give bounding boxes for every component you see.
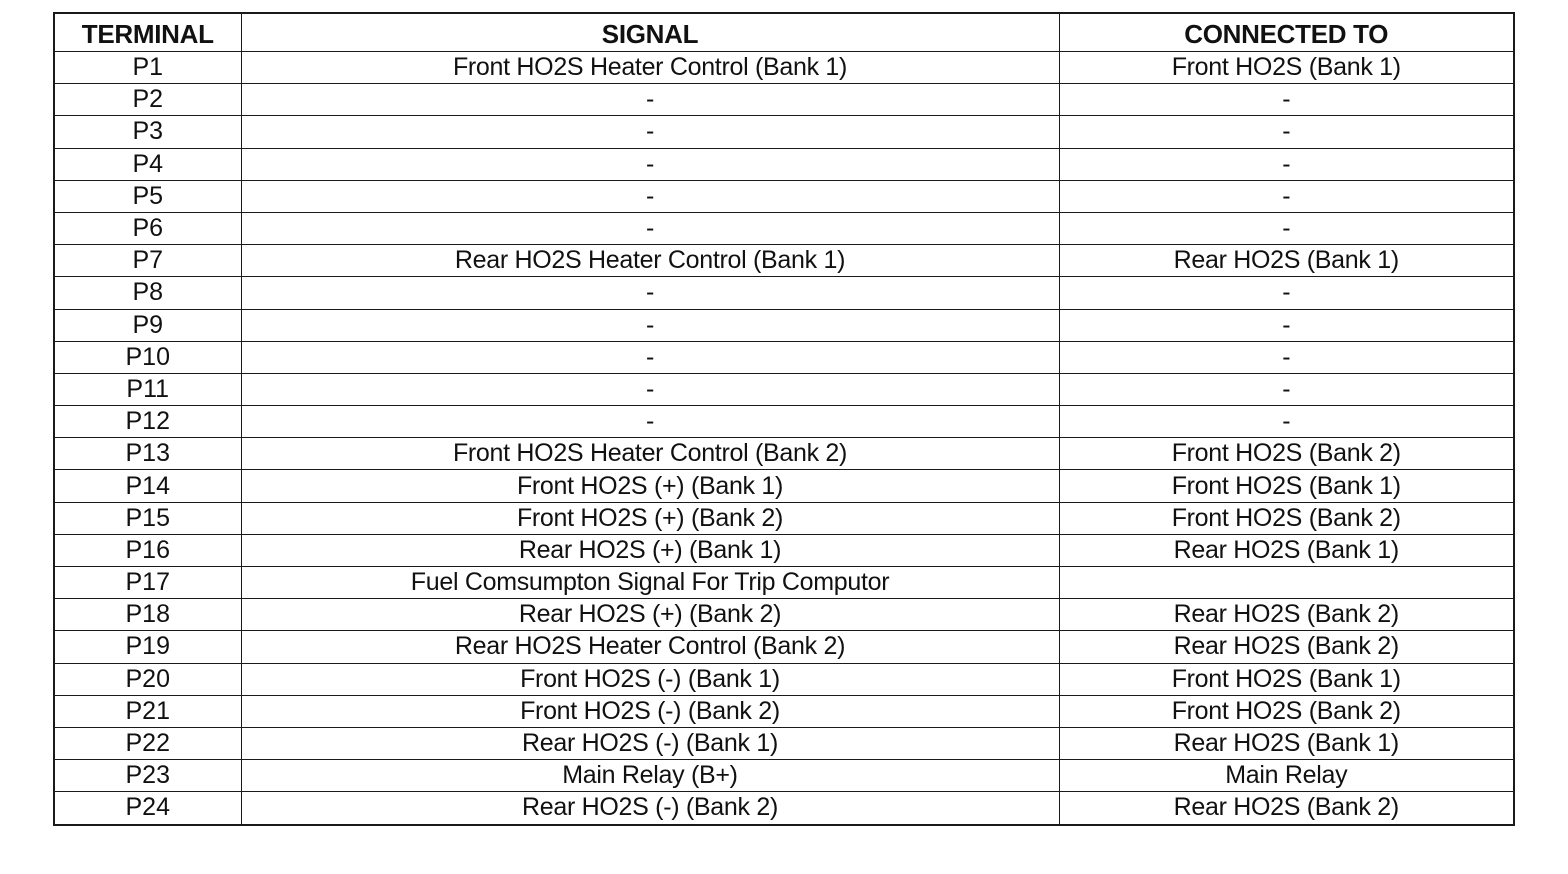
- terminal-table-container: [53, 12, 1513, 826]
- cell-connected-to: -: [1059, 148, 1514, 180]
- table-row: [54, 341, 1514, 373]
- cell-signal: Rear HO2S (-) (Bank 2): [241, 792, 1059, 825]
- cell-signal: -: [241, 116, 1059, 148]
- cell-terminal: P2: [54, 84, 241, 116]
- cell-connected-to: Front HO2S (Bank 1): [1059, 52, 1514, 84]
- table-row: [54, 727, 1514, 759]
- cell-connected-to: Front HO2S (Bank 1): [1059, 663, 1514, 695]
- cell-signal: Front HO2S Heater Control (Bank 1): [241, 52, 1059, 84]
- cell-terminal: P8: [54, 277, 241, 309]
- cell-signal: Fuel Comsumpton Signal For Trip Computor: [241, 567, 1059, 599]
- cell-terminal: P7: [54, 245, 241, 277]
- cell-connected-to: -: [1059, 373, 1514, 405]
- cell-signal: -: [241, 373, 1059, 405]
- cell-connected-to: -: [1059, 277, 1514, 309]
- cell-connected-to: Front HO2S (Bank 1): [1059, 470, 1514, 502]
- cell-signal: Rear HO2S (+) (Bank 1): [241, 534, 1059, 566]
- cell-signal: -: [241, 406, 1059, 438]
- table-row: [54, 663, 1514, 695]
- cell-terminal: P24: [54, 792, 241, 825]
- table-row: [54, 148, 1514, 180]
- cell-connected-to: -: [1059, 406, 1514, 438]
- cell-connected-to: Rear HO2S (Bank 1): [1059, 534, 1514, 566]
- cell-signal: Front HO2S Heater Control (Bank 2): [241, 438, 1059, 470]
- cell-connected-to: Main Relay: [1059, 760, 1514, 792]
- cell-connected-to: -: [1059, 116, 1514, 148]
- cell-connected-to: -: [1059, 180, 1514, 212]
- cell-signal: -: [241, 341, 1059, 373]
- cell-terminal: P19: [54, 631, 241, 663]
- cell-connected-to: Rear HO2S (Bank 2): [1059, 631, 1514, 663]
- header-terminal: TERMINAL: [54, 13, 241, 52]
- table-row: [54, 470, 1514, 502]
- cell-connected-to: [1059, 567, 1514, 599]
- cell-signal: Rear HO2S (+) (Bank 2): [241, 599, 1059, 631]
- header-connected-to: CONNECTED TO: [1059, 13, 1514, 52]
- table-header-row: [54, 13, 1514, 52]
- cell-signal: -: [241, 309, 1059, 341]
- cell-terminal: P17: [54, 567, 241, 599]
- table-row: [54, 438, 1514, 470]
- cell-connected-to: Front HO2S (Bank 2): [1059, 502, 1514, 534]
- cell-terminal: P20: [54, 663, 241, 695]
- cell-terminal: P3: [54, 116, 241, 148]
- cell-terminal: P21: [54, 695, 241, 727]
- cell-signal: -: [241, 148, 1059, 180]
- table-row: [54, 212, 1514, 244]
- cell-connected-to: -: [1059, 309, 1514, 341]
- cell-terminal: P11: [54, 373, 241, 405]
- cell-terminal: P16: [54, 534, 241, 566]
- table-row: [54, 534, 1514, 566]
- table-body: [54, 52, 1514, 825]
- cell-terminal: P14: [54, 470, 241, 502]
- cell-terminal: P13: [54, 438, 241, 470]
- terminal-signal-table: [53, 12, 1515, 826]
- table-row: [54, 277, 1514, 309]
- table-row: [54, 406, 1514, 438]
- cell-connected-to: -: [1059, 341, 1514, 373]
- cell-terminal: P15: [54, 502, 241, 534]
- table-row: [54, 792, 1514, 825]
- cell-terminal: P1: [54, 52, 241, 84]
- cell-connected-to: -: [1059, 212, 1514, 244]
- table-row: [54, 760, 1514, 792]
- cell-signal: Front HO2S (-) (Bank 2): [241, 695, 1059, 727]
- cell-connected-to: -: [1059, 84, 1514, 116]
- cell-terminal: P6: [54, 212, 241, 244]
- cell-terminal: P4: [54, 148, 241, 180]
- cell-signal: Rear HO2S Heater Control (Bank 1): [241, 245, 1059, 277]
- cell-signal: Rear HO2S Heater Control (Bank 2): [241, 631, 1059, 663]
- table-row: [54, 52, 1514, 84]
- cell-connected-to: Rear HO2S (Bank 2): [1059, 792, 1514, 825]
- cell-connected-to: Rear HO2S (Bank 1): [1059, 245, 1514, 277]
- cell-signal: -: [241, 212, 1059, 244]
- cell-terminal: P22: [54, 727, 241, 759]
- cell-connected-to: Front HO2S (Bank 2): [1059, 695, 1514, 727]
- table-row: [54, 567, 1514, 599]
- table-row: [54, 84, 1514, 116]
- cell-terminal: P5: [54, 180, 241, 212]
- cell-connected-to: Rear HO2S (Bank 2): [1059, 599, 1514, 631]
- cell-terminal: P10: [54, 341, 241, 373]
- cell-connected-to: Front HO2S (Bank 2): [1059, 438, 1514, 470]
- cell-signal: Front HO2S (+) (Bank 2): [241, 502, 1059, 534]
- cell-signal: -: [241, 84, 1059, 116]
- cell-signal: Front HO2S (-) (Bank 1): [241, 663, 1059, 695]
- table-row: [54, 695, 1514, 727]
- table-row: [54, 180, 1514, 212]
- cell-signal: -: [241, 180, 1059, 212]
- table-row: [54, 373, 1514, 405]
- table-row: [54, 116, 1514, 148]
- table-row: [54, 245, 1514, 277]
- header-signal: SIGNAL: [241, 13, 1059, 52]
- cell-signal: Rear HO2S (-) (Bank 1): [241, 727, 1059, 759]
- cell-signal: Front HO2S (+) (Bank 1): [241, 470, 1059, 502]
- cell-terminal: P23: [54, 760, 241, 792]
- cell-terminal: P9: [54, 309, 241, 341]
- cell-terminal: P18: [54, 599, 241, 631]
- cell-signal: Main Relay (B+): [241, 760, 1059, 792]
- cell-connected-to: Rear HO2S (Bank 1): [1059, 727, 1514, 759]
- cell-terminal: P12: [54, 406, 241, 438]
- table-row: [54, 631, 1514, 663]
- table-row: [54, 309, 1514, 341]
- table-row: [54, 502, 1514, 534]
- table-row: [54, 599, 1514, 631]
- cell-signal: -: [241, 277, 1059, 309]
